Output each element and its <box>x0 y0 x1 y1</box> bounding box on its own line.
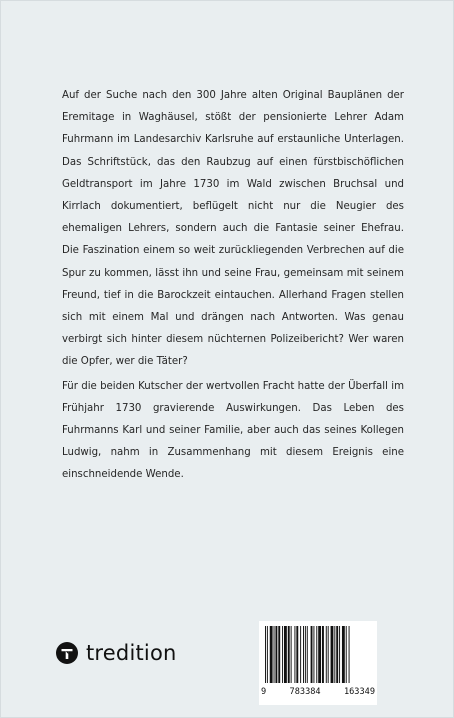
barcode-digits <box>261 687 375 697</box>
barcode-bar <box>275 626 277 683</box>
isbn-barcode <box>259 621 377 705</box>
barcode-digits-left: 783384 <box>289 687 321 697</box>
barcode-bar <box>318 626 321 683</box>
barcode-bar <box>282 626 283 683</box>
barcode-bar <box>270 626 273 683</box>
barcode-bar <box>303 626 304 683</box>
barcode-bar <box>331 626 334 683</box>
publisher-name: tredition <box>86 641 177 665</box>
barcode-bar <box>328 626 329 683</box>
barcode-bar <box>274 626 275 683</box>
barcode-digits-right: 163349 <box>343 687 375 697</box>
blurb-paragraph-2: Für die beiden Kutscher der wertvollen Fracht hatte der Überfall im Frühjahr 1730 gravierende Auswirkungen. Das Leben des Fuhrmanns Karl und seiner Familie, aber auch das seines Kollegen Ludwig, nahm in Zusammenhang mit diesem Ereignis eine einschneidende Wende. <box>62 380 404 481</box>
publisher-logo <box>56 641 177 665</box>
barcode-digit-first: 9 <box>261 687 267 697</box>
barcode-bar <box>316 626 317 683</box>
barcode-bar <box>265 626 266 683</box>
blurb-paragraph-1: Auf der Suche nach den 300 Jahre alten Original Bauplänen der Eremitage in Waghäusel, stößt der pensionierte Lehrer Adam Fuhrmann im Landesarchiv Karlsruhe auf erstaunliche Unterlagen. Das Schriftstück, das den Raubzug auf einen fürstbischöflichen Geldtransport im Jahre 1730 im Wald zwischen Bruchsal und Kirrlach dokumentiert, beflügelt nicht nur die Neugier des ehemaligen Lehrers, sondern auch die Fantasie seiner Ehefrau. Die Faszination einem so weit zurückliegenden Verbrechen auf die Spur zu kommen, lässt ihn und seine Frau, gemeinsam mit seinem Freund, tief in die Barockzeit eintauchen. Allerhand Fragen stellen sich mit einem Mal und drängen nach Antworten. Was genau verbirgt sich hinter diesem nüchternen Polizeibericht? Wer waren die Opfer, wer die Täter? <box>62 90 404 368</box>
barcode-bar <box>336 626 338 683</box>
barcode-bar <box>334 626 335 683</box>
barcode-bar <box>342 626 345 683</box>
barcode-bar <box>307 626 308 683</box>
barcode-bar <box>296 626 298 683</box>
barcode-bar <box>322 626 324 683</box>
barcode-bar <box>349 626 350 683</box>
barcode-bar <box>339 626 340 683</box>
barcode-bar <box>278 626 280 683</box>
barcode-bar <box>313 626 314 683</box>
barcode-bar <box>305 626 306 683</box>
barcode-bar <box>311 626 313 683</box>
barcode-bar <box>300 626 301 683</box>
tredition-t-icon <box>56 642 78 664</box>
barcode-bar <box>326 626 327 683</box>
blurb-text <box>62 85 404 489</box>
barcode-bar <box>346 626 347 683</box>
barcode-bar <box>294 626 295 683</box>
barcode-bar <box>291 626 292 683</box>
barcode-bars <box>265 626 371 683</box>
barcode-bar <box>267 626 268 683</box>
barcode-bar <box>284 626 287 683</box>
barcode-bar <box>288 626 290 683</box>
